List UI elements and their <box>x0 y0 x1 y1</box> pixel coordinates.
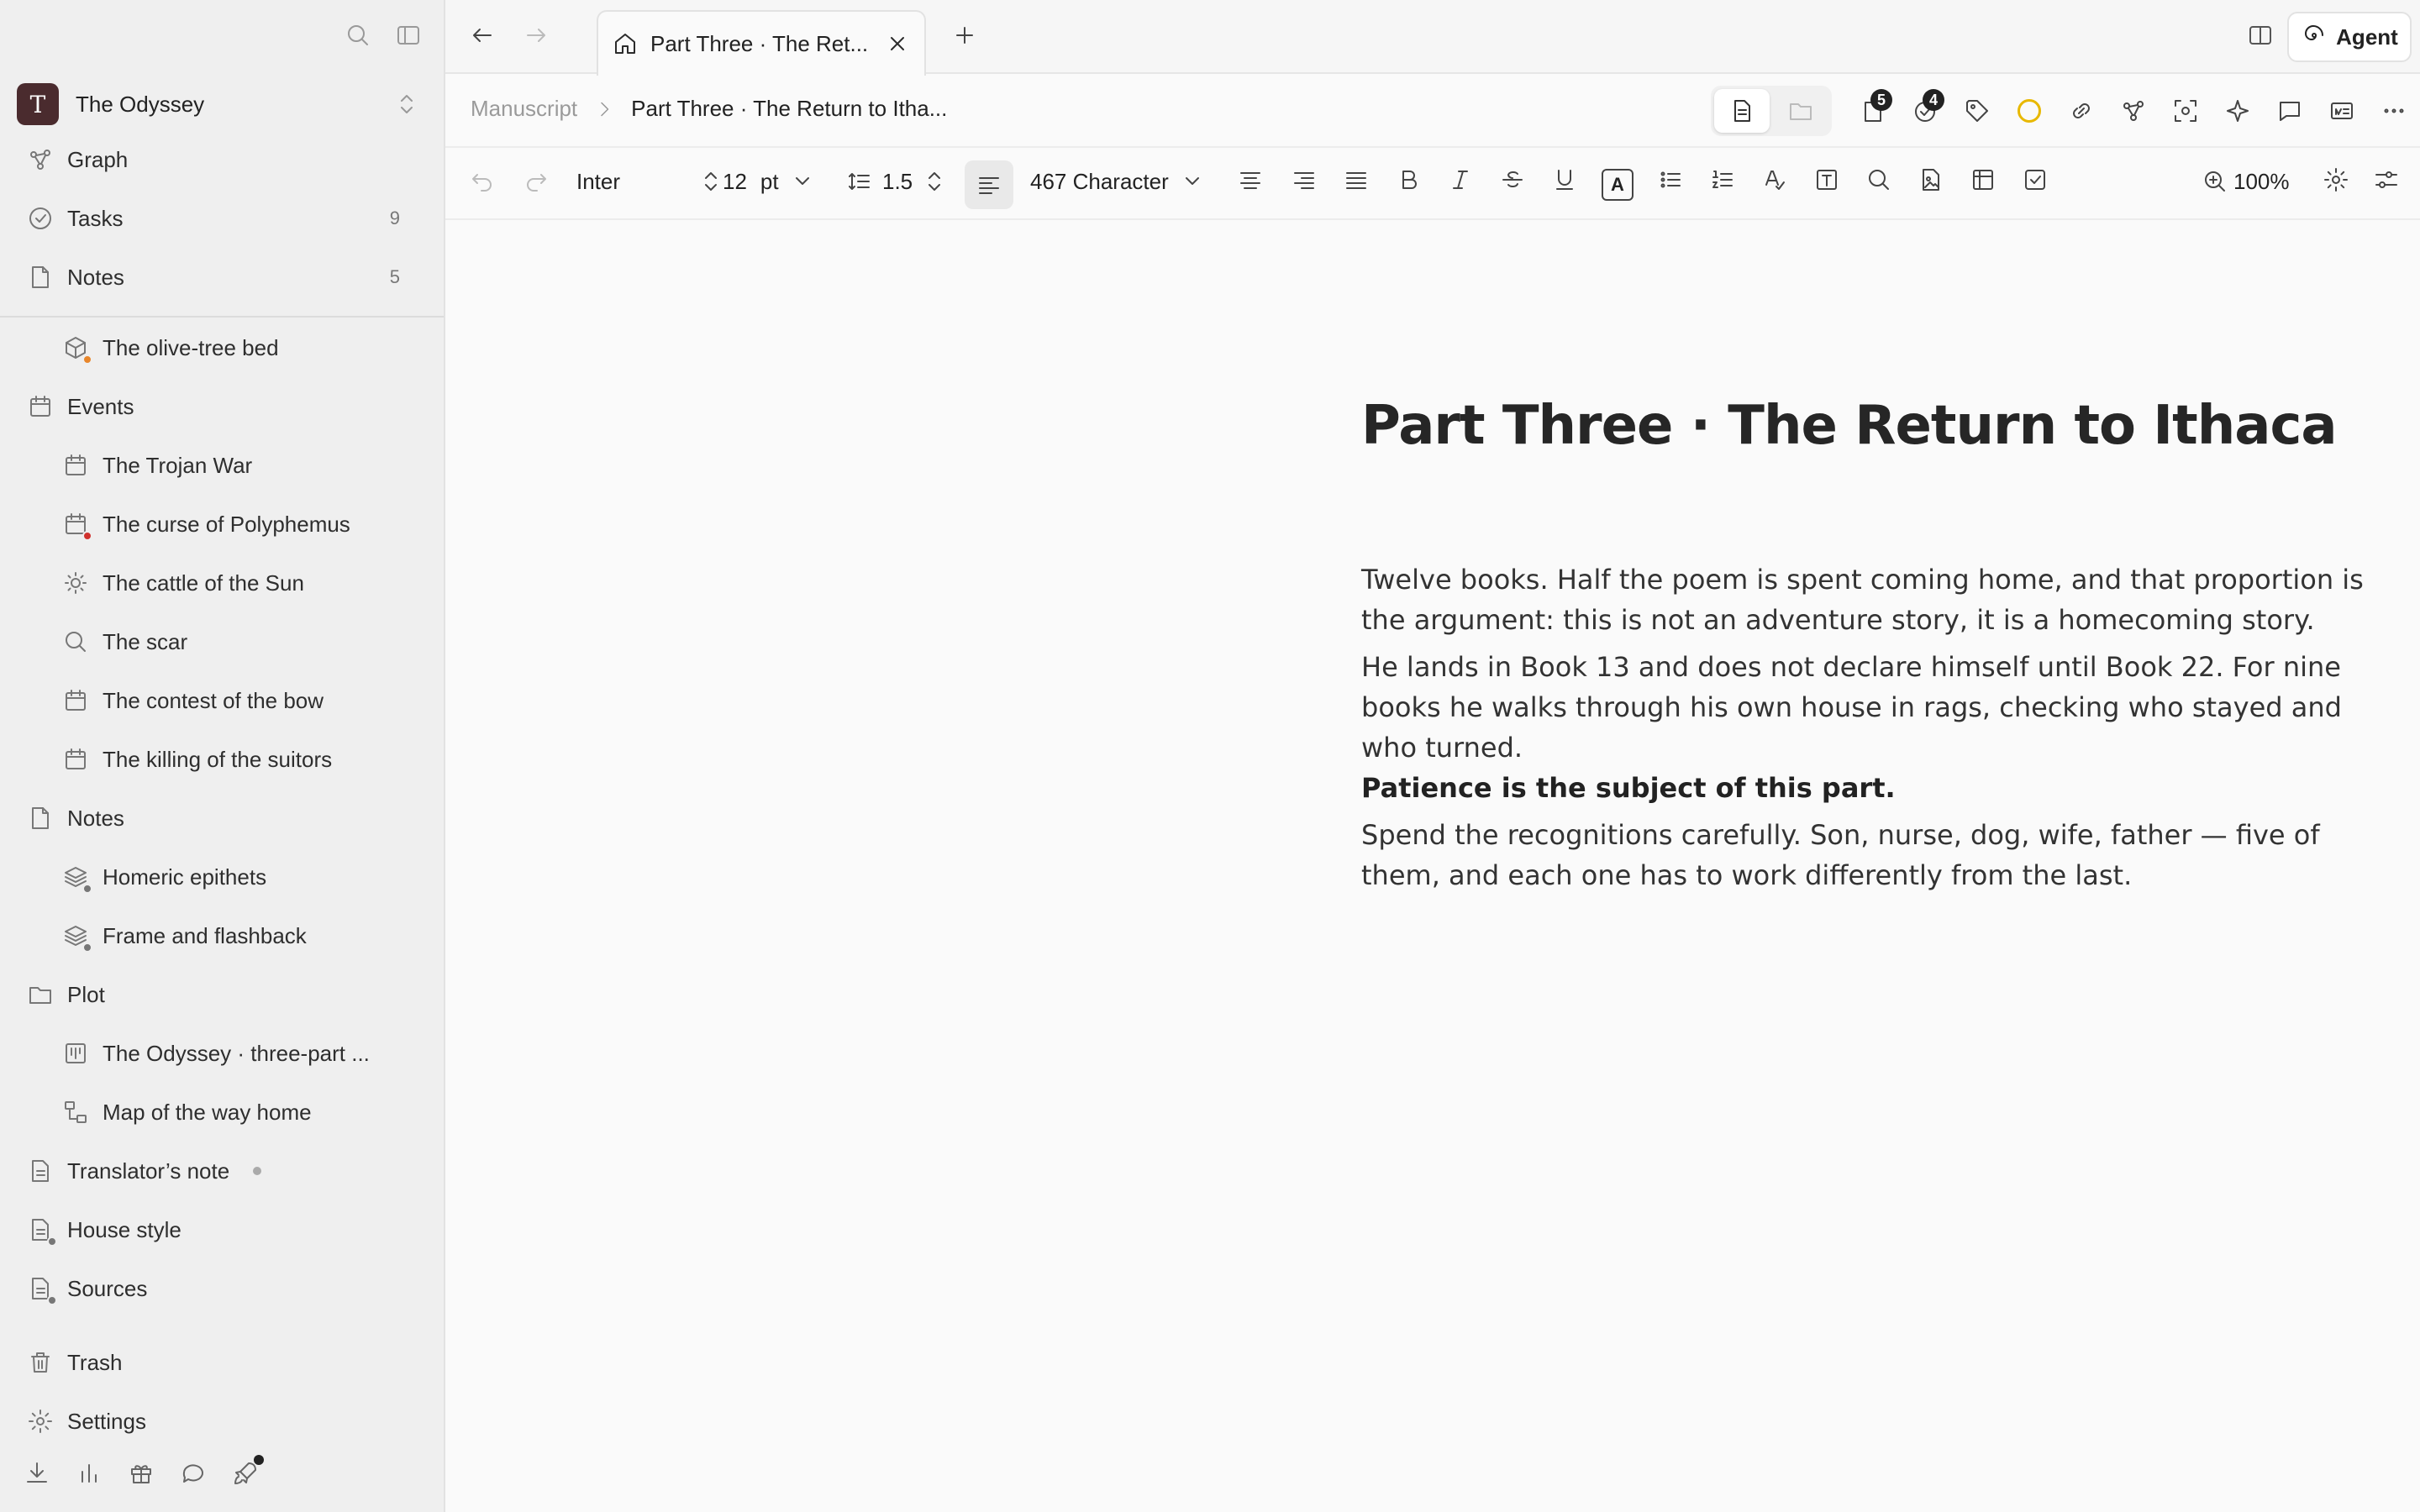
note-icon <box>24 805 57 832</box>
align-right-icon[interactable] <box>1291 166 1318 193</box>
tree-item-homeric-epithets[interactable] <box>17 853 427 900</box>
tab-active[interactable] <box>597 10 926 76</box>
sidebar-item-notes[interactable] <box>17 254 427 301</box>
document-title[interactable]: Part Three · The Return to Ithaca <box>1361 395 2337 457</box>
align-left-icon[interactable] <box>965 160 1013 209</box>
tree-item-house-style[interactable] <box>17 1206 427 1253</box>
sidebar-divider <box>0 316 444 318</box>
sidebar-item-label: Trash <box>67 1349 123 1375</box>
cube-icon <box>59 334 92 361</box>
tab-label: Part Three · The Ret... <box>650 30 869 56</box>
sidebar-item-label: Settings <box>67 1408 146 1434</box>
zoom-value: 100% <box>2233 168 2290 194</box>
line-height-value: 1.5 <box>882 168 913 194</box>
align-center-icon[interactable] <box>1237 166 1264 193</box>
text-box-icon[interactable] <box>1813 166 1840 193</box>
workspace-name: The Odyssey <box>76 91 205 117</box>
page-view-icon[interactable] <box>1714 89 1770 133</box>
spiral-icon <box>2301 24 2328 50</box>
tree-item-label: The scar <box>103 628 188 654</box>
graph-icon[interactable] <box>2107 86 2160 136</box>
chevron-down-icon <box>1179 168 1206 195</box>
text-color-button[interactable] <box>1602 169 1634 201</box>
tree-item-the-scar[interactable] <box>17 618 427 665</box>
link-icon[interactable] <box>2055 86 2107 136</box>
home-icon <box>612 30 639 57</box>
layers-icon <box>59 922 92 949</box>
notification-dot <box>254 1455 264 1465</box>
calendar-icon <box>59 511 92 538</box>
notes-badge: 5 <box>1870 89 1892 111</box>
clear-format-icon[interactable] <box>1761 166 1788 193</box>
unsaved-dot <box>253 1167 261 1175</box>
agent-button[interactable] <box>2287 12 2412 62</box>
sparkle-icon[interactable] <box>2212 86 2264 136</box>
back-arrow-icon[interactable] <box>469 22 496 49</box>
folder-view-icon[interactable] <box>1773 89 1828 133</box>
tasks-link-icon[interactable] <box>1899 86 1951 136</box>
paragraph <box>1361 647 2395 808</box>
notes-link-icon[interactable] <box>1847 86 1899 136</box>
text-color-letter: A <box>1602 169 1634 201</box>
chevron-updown-icon <box>393 91 420 118</box>
doc-icon <box>24 1216 57 1243</box>
sliders-icon[interactable] <box>2373 166 2400 193</box>
font-size-value: 12 <box>723 168 747 194</box>
plus-icon[interactable] <box>951 22 978 49</box>
calendar-icon <box>59 452 92 479</box>
tree-item-label: House style <box>67 1216 182 1242</box>
tree-item-plot[interactable] <box>17 971 427 1018</box>
sidebar-top-actions <box>345 22 422 49</box>
numbered-list-icon[interactable] <box>1709 166 1736 193</box>
paragraph: Twelve books. Half the poem is spent coming home, and that proportion is the argument: this is not an adventure story, it is a homecoming story. <box>1361 564 2364 636</box>
tree-item-label: Map of the way home <box>103 1099 312 1125</box>
tree-item-label: The contest of the bow <box>103 687 324 713</box>
sidebar <box>0 0 444 1512</box>
breadcrumb <box>471 96 947 122</box>
status-circle-icon[interactable] <box>2003 86 2055 136</box>
font-size-select[interactable] <box>723 168 816 195</box>
paragraph-style-select[interactable] <box>1030 168 1206 195</box>
underline-icon[interactable] <box>1551 166 1578 193</box>
document-toolbar <box>1711 86 2420 136</box>
image-icon[interactable] <box>1918 166 1944 193</box>
sidebar-item-tasks[interactable] <box>17 195 427 242</box>
close-icon[interactable] <box>884 30 911 57</box>
gift-icon[interactable] <box>128 1460 155 1487</box>
chevron-updown-icon <box>921 168 948 195</box>
main-area <box>444 0 2420 1512</box>
workspace-avatar: T <box>17 83 59 125</box>
doc-icon <box>24 1158 57 1184</box>
check-circle-icon <box>24 205 57 232</box>
tree-item-label: Sources <box>67 1275 148 1301</box>
stats-icon[interactable] <box>76 1460 103 1487</box>
tree-item-frame-and-flashback[interactable] <box>17 912 427 959</box>
tree-item-events[interactable] <box>17 383 427 430</box>
sidebar-item-trash[interactable] <box>17 1339 427 1386</box>
tag-icon[interactable] <box>1951 86 2003 136</box>
sidebar-toggle-icon[interactable] <box>395 22 422 49</box>
tab-bar <box>445 0 2420 74</box>
tree-item-olive-tree-bed[interactable] <box>17 324 427 371</box>
tree-item-label: The killing of the suitors <box>103 746 333 772</box>
note-icon <box>24 264 57 291</box>
tree-item-label: The Odyssey · three-part ... <box>103 1040 370 1066</box>
sidebar-item-label: Notes <box>67 264 124 290</box>
sidebar-item-label: Tasks <box>67 205 124 231</box>
tree-item-label: Events <box>67 393 134 419</box>
sidebar-item-label: Graph <box>67 146 129 172</box>
document-header <box>445 76 2420 148</box>
chevron-down-icon <box>789 168 816 195</box>
tasks-count: 9 <box>389 207 400 228</box>
folder-icon <box>24 981 57 1008</box>
tree-item-cattle-of-the-sun[interactable] <box>17 559 427 606</box>
chevron-right-icon <box>594 99 614 119</box>
calendar-icon <box>59 746 92 773</box>
char-count-label: 467 Character <box>1030 168 1169 194</box>
tree-item-label: Notes <box>67 805 124 831</box>
tree-item-label: The olive-tree bed <box>103 334 279 360</box>
doc-icon <box>24 1275 57 1302</box>
calendar-icon <box>59 687 92 714</box>
status-dot <box>82 531 92 541</box>
search-icon[interactable] <box>345 22 371 49</box>
trash-icon <box>24 1349 57 1376</box>
more-icon[interactable] <box>2368 86 2420 136</box>
workspace-switcher[interactable] <box>17 81 427 128</box>
focus-icon[interactable] <box>2160 86 2212 136</box>
gear-icon <box>24 1408 57 1435</box>
zoom-in-icon <box>2202 168 2228 195</box>
checkbox-icon[interactable] <box>2022 166 2049 193</box>
comment-icon[interactable] <box>2264 86 2316 136</box>
redo-icon[interactable] <box>523 166 550 193</box>
forward-arrow-icon[interactable] <box>523 22 550 49</box>
line-height-select[interactable] <box>845 168 948 195</box>
notes-count: 5 <box>389 266 400 287</box>
status-dot <box>82 942 92 953</box>
sidebar-footer <box>24 1460 259 1487</box>
tree-item-notes[interactable] <box>17 795 427 842</box>
tree-item-killing-of-the-suitors[interactable] <box>17 736 427 783</box>
board-icon <box>59 1040 92 1067</box>
document-content[interactable] <box>1361 559 2395 902</box>
line-height-icon <box>845 168 872 195</box>
bold-icon[interactable] <box>1395 166 1422 193</box>
tree-item-trojan-war[interactable] <box>17 442 427 489</box>
tree-item-label: Homeric epithets <box>103 864 267 890</box>
zoom-control[interactable] <box>2202 168 2290 195</box>
bullet-list-icon[interactable] <box>1657 166 1684 193</box>
status-dot <box>82 354 92 365</box>
sidebar-item-settings[interactable] <box>17 1398 427 1445</box>
status-dot <box>47 1295 57 1305</box>
flow-icon <box>59 1099 92 1126</box>
tree-item-sources[interactable] <box>17 1265 427 1312</box>
format-toolbar <box>445 150 2420 220</box>
calendar-icon <box>24 393 57 420</box>
gear-icon[interactable] <box>2323 166 2349 193</box>
split-view-icon[interactable] <box>2247 22 2274 49</box>
tree-item-translators-note[interactable] <box>17 1147 427 1194</box>
tree-item-contest-of-the-bow[interactable] <box>17 677 427 724</box>
breadcrumb-parent[interactable]: Manuscript <box>471 96 578 121</box>
chat-icon[interactable] <box>180 1460 207 1487</box>
tree-item-label: Plot <box>67 981 105 1007</box>
paragraph: Spend the recognitions carefully. Son, nurse, dog, wife, father — five of them, and each one has to work differently from the last. <box>1361 819 2320 891</box>
search-icon[interactable] <box>1865 166 1892 193</box>
font-family-select[interactable] <box>576 168 724 195</box>
tasks-badge: 4 <box>1923 89 1944 111</box>
tree-item-curse-of-polyphemus[interactable] <box>17 501 427 548</box>
status-dot <box>47 1236 57 1247</box>
italic-icon[interactable] <box>1447 166 1474 193</box>
layers-icon <box>59 864 92 890</box>
id-card-icon[interactable] <box>2316 86 2368 136</box>
chevron-updown-icon <box>697 168 724 195</box>
sidebar-item-graph[interactable] <box>17 136 427 183</box>
tree-item-label: Translator’s note <box>67 1158 230 1184</box>
sun-icon <box>59 570 92 596</box>
font-size-unit: pt <box>760 168 779 194</box>
paragraph-text: He lands in Book 13 and does not declare himself until Book 22. For nine books he walks through his own house in rags, checking who stayed and who turned. <box>1361 651 2342 764</box>
agent-label: Agent <box>2336 24 2398 50</box>
tree-item-map-of-the-way-home[interactable] <box>17 1089 427 1136</box>
undo-icon[interactable] <box>469 166 496 193</box>
bold-sentence: Patience is the subject of this part. <box>1361 772 1896 804</box>
document-body[interactable] <box>1361 395 2395 891</box>
tree-item-label: The Trojan War <box>103 452 253 478</box>
tree-item-label: The curse of Polyphemus <box>103 511 350 537</box>
tree-item-three-part-board[interactable] <box>17 1030 427 1077</box>
view-mode-toggle <box>1711 86 1832 136</box>
tree-item-label: The cattle of the Sun <box>103 570 304 596</box>
search-icon <box>59 628 92 655</box>
strikethrough-icon[interactable] <box>1499 166 1526 193</box>
graph-icon <box>24 146 57 173</box>
table-icon[interactable] <box>1970 166 1996 193</box>
breadcrumb-current: Part Three · The Return to Itha... <box>631 96 948 121</box>
font-family-value: Inter <box>576 168 621 194</box>
rocket-icon[interactable] <box>232 1460 259 1487</box>
tree-item-label: Frame and flashback <box>103 922 307 948</box>
download-icon[interactable] <box>24 1460 50 1487</box>
align-justify-icon[interactable] <box>1343 166 1370 193</box>
status-dot <box>82 884 92 894</box>
